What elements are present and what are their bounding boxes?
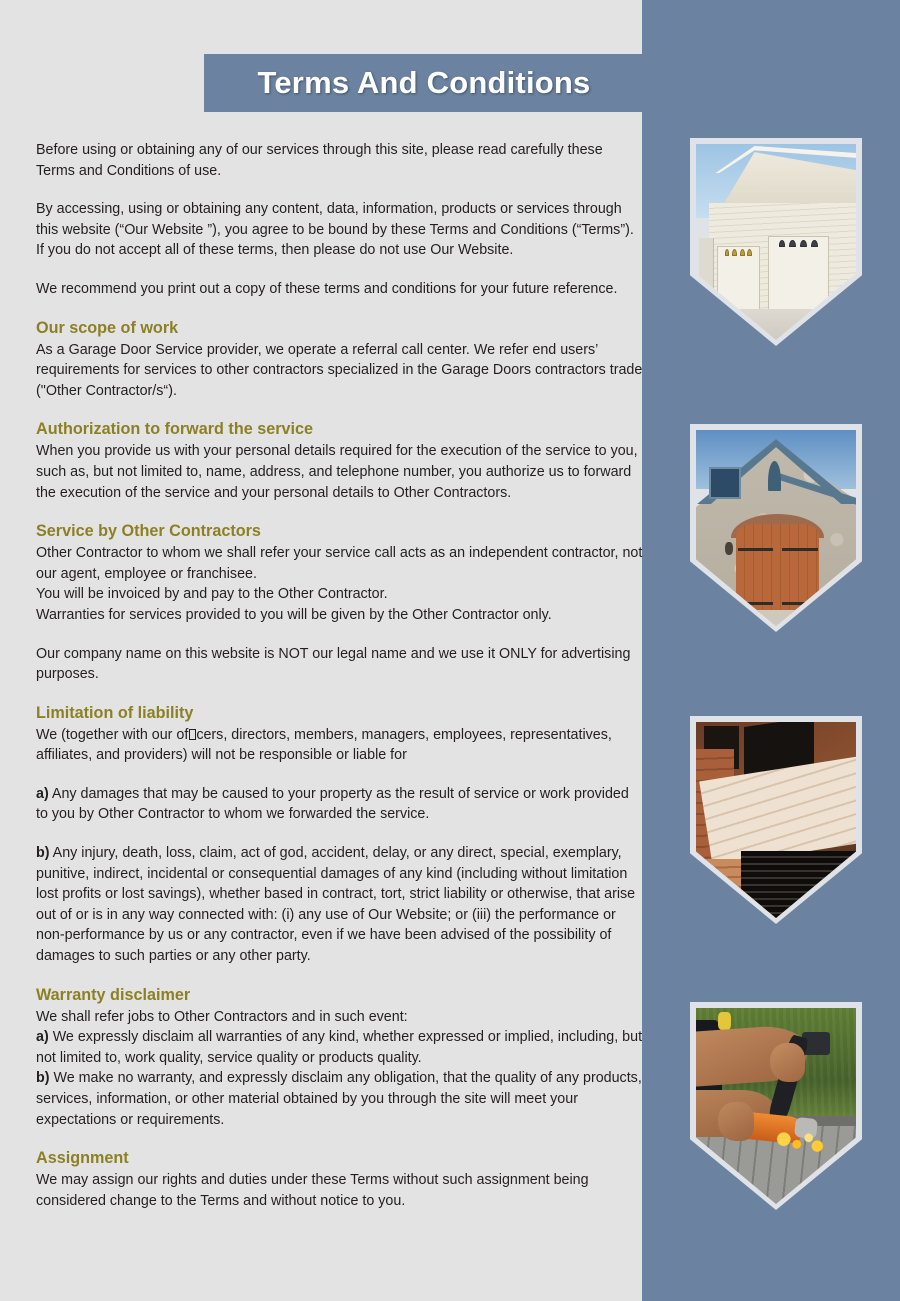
- shield-photo-clip: [696, 430, 856, 626]
- warranty-item-b: [36, 1068, 644, 1130]
- limitation-intro-after-glyph: cers, directors, members, managers, employees, representatives, affiliates, and providers) will not be responsible or liable for: [36, 726, 612, 764]
- stone-house-arched-wood-door-photo: [690, 424, 862, 632]
- item-label: b): [36, 845, 50, 862]
- shrub: [824, 587, 846, 611]
- wall-lamp: [725, 542, 733, 556]
- section-heading: Warranty disclaimer: [36, 985, 191, 1004]
- item-label: b): [36, 1070, 50, 1087]
- driveway: [696, 610, 856, 626]
- page-header-banner: [204, 54, 900, 112]
- warranty-item-a: [36, 1027, 644, 1068]
- shield-photo-clip: [696, 1008, 856, 1204]
- item-label: a): [36, 785, 49, 802]
- item-text: We make no warranty, and expressly disclaim any obligation, that the quality of any products, services, information, or other material obtained by you through the site will meet your expectations or requirements.: [36, 1070, 642, 1128]
- section-body-line: Warranties for services provided to you will be given by the Other Contractor only.: [36, 606, 552, 623]
- section-assignment: [36, 1148, 644, 1211]
- section-heading: Authorization to forward the service: [36, 420, 314, 439]
- yellow-object: [718, 1012, 731, 1030]
- grinding-sparks: [773, 1130, 827, 1154]
- section-service-by-other-contractors: [36, 521, 644, 625]
- section-heading: Limitation of liability: [36, 703, 194, 722]
- door-hinge: [782, 602, 817, 605]
- section-warranty-disclaimer: [36, 985, 644, 1131]
- worker-hand-upper: [770, 1043, 805, 1082]
- limitation-item-b: [36, 843, 644, 967]
- section-heading: Service by Other Contractors: [36, 522, 261, 541]
- intro-paragraph-2: By accessing, using or obtaining any content, data, information, products or services through this website (“Our Website ”), you agree to be bound by these Terms and Conditions (“Terms”). If you do not accept all of these terms, then please do not use Our Website.: [36, 201, 634, 259]
- driveway: [696, 309, 856, 340]
- shield-photo-clip: [696, 144, 856, 340]
- worker-scene: [696, 1008, 856, 1204]
- shield-photo-clip: [696, 722, 856, 918]
- worker-grinding-metal-door-photo: [690, 1002, 862, 1210]
- content-panel-top-strip: [0, 0, 642, 54]
- upper-window: [709, 467, 741, 498]
- missing-glyph-box-icon: [189, 729, 196, 740]
- limitation-item-a: [36, 784, 644, 825]
- document-body: [36, 140, 644, 1229]
- section-body: We may assign our rights and duties under these Terms without such assignment being considered change to the Terms and without notice to you.: [36, 1172, 589, 1209]
- section-body: As a Garage Door Service provider, we operate a referral call center. We refer end users’ requirements for services to other contractors specialized in the Garage Doors contractors trade ("Other Contractor/s“).: [36, 341, 643, 399]
- gable-vent: [768, 461, 781, 490]
- section-heading: Assignment: [36, 1149, 129, 1168]
- limitation-intro: [36, 725, 644, 766]
- item-label: a): [36, 1029, 49, 1046]
- modern-wood-panel-facade-photo: [690, 716, 862, 924]
- cream-two-door-garage-photo: [690, 138, 862, 346]
- stone-house-scene: [696, 430, 856, 626]
- section-heading: Our scope of work: [36, 318, 179, 337]
- garage-scene: [696, 144, 856, 340]
- door-hinge: [738, 548, 773, 551]
- side-wall: [699, 238, 713, 316]
- item-text: We expressly disclaim all warranties of any kind, whether expressed or implied, including, but not limited to, work quality, service quality or products quality.: [36, 1029, 643, 1066]
- limitation-intro-before-glyph: We (together with our of: [36, 726, 189, 743]
- item-text: Any injury, death, loss, claim, act of god, accident, delay, or any direct, special, exemplary, punitive, indirect, incidental or consequential damages of any kind (including without limitation lost profits or lost savings), whether based in contract, tort, strict liability or otherwise, that arise out of or is in any way connected with: (i) any use of Our Website; or (iii) the performance or non-performance by us or any contractor, even if we have been advised of the possibility of damages to such parties or any other party.: [36, 845, 636, 965]
- section-body: When you provide us with your personal details required for the execution of the service to you, such as, but not limited to, name, address, and telephone number, you authorize us to forward the execution of the service and your personal details to Other Contractors.: [36, 443, 638, 501]
- item-text: Any damages that may be caused to your property as the result of service or work provided to you by Other Contractor to whom we forwarded the service.: [36, 785, 629, 823]
- section-authorization-to-forward: [36, 419, 644, 503]
- door-hinge: [782, 548, 817, 551]
- door-window-lites-left: [718, 248, 758, 258]
- modern-facade-scene: [696, 722, 856, 918]
- section-scope-of-work: [36, 318, 644, 402]
- warranty-intro: We shall refer jobs to Other Contractors and in such event:: [36, 1008, 408, 1025]
- section-body-line: Other Contractor to whom we shall refer your service call acts as an independent contractor, not our agent, employee or franchisee.: [36, 545, 643, 582]
- intro-paragraph-1: Before using or obtaining any of our services through this site, please read carefully these Terms and Conditions of use.: [36, 142, 603, 179]
- legal-name-note: Our company name on this website is NOT our legal name and we use it ONLY for advertising purposes.: [36, 645, 631, 683]
- worker-hand-lower: [718, 1102, 753, 1141]
- door-window-lites-right: [770, 238, 828, 249]
- section-body-line: You will be invoiced by and pay to the Other Contractor.: [36, 586, 388, 603]
- intro-paragraph-3: We recommend you print out a copy of these terms and conditions for your future reference.: [36, 280, 618, 297]
- page-title: Terms And Conditions: [257, 65, 591, 100]
- section-limitation-of-liability: [36, 703, 644, 766]
